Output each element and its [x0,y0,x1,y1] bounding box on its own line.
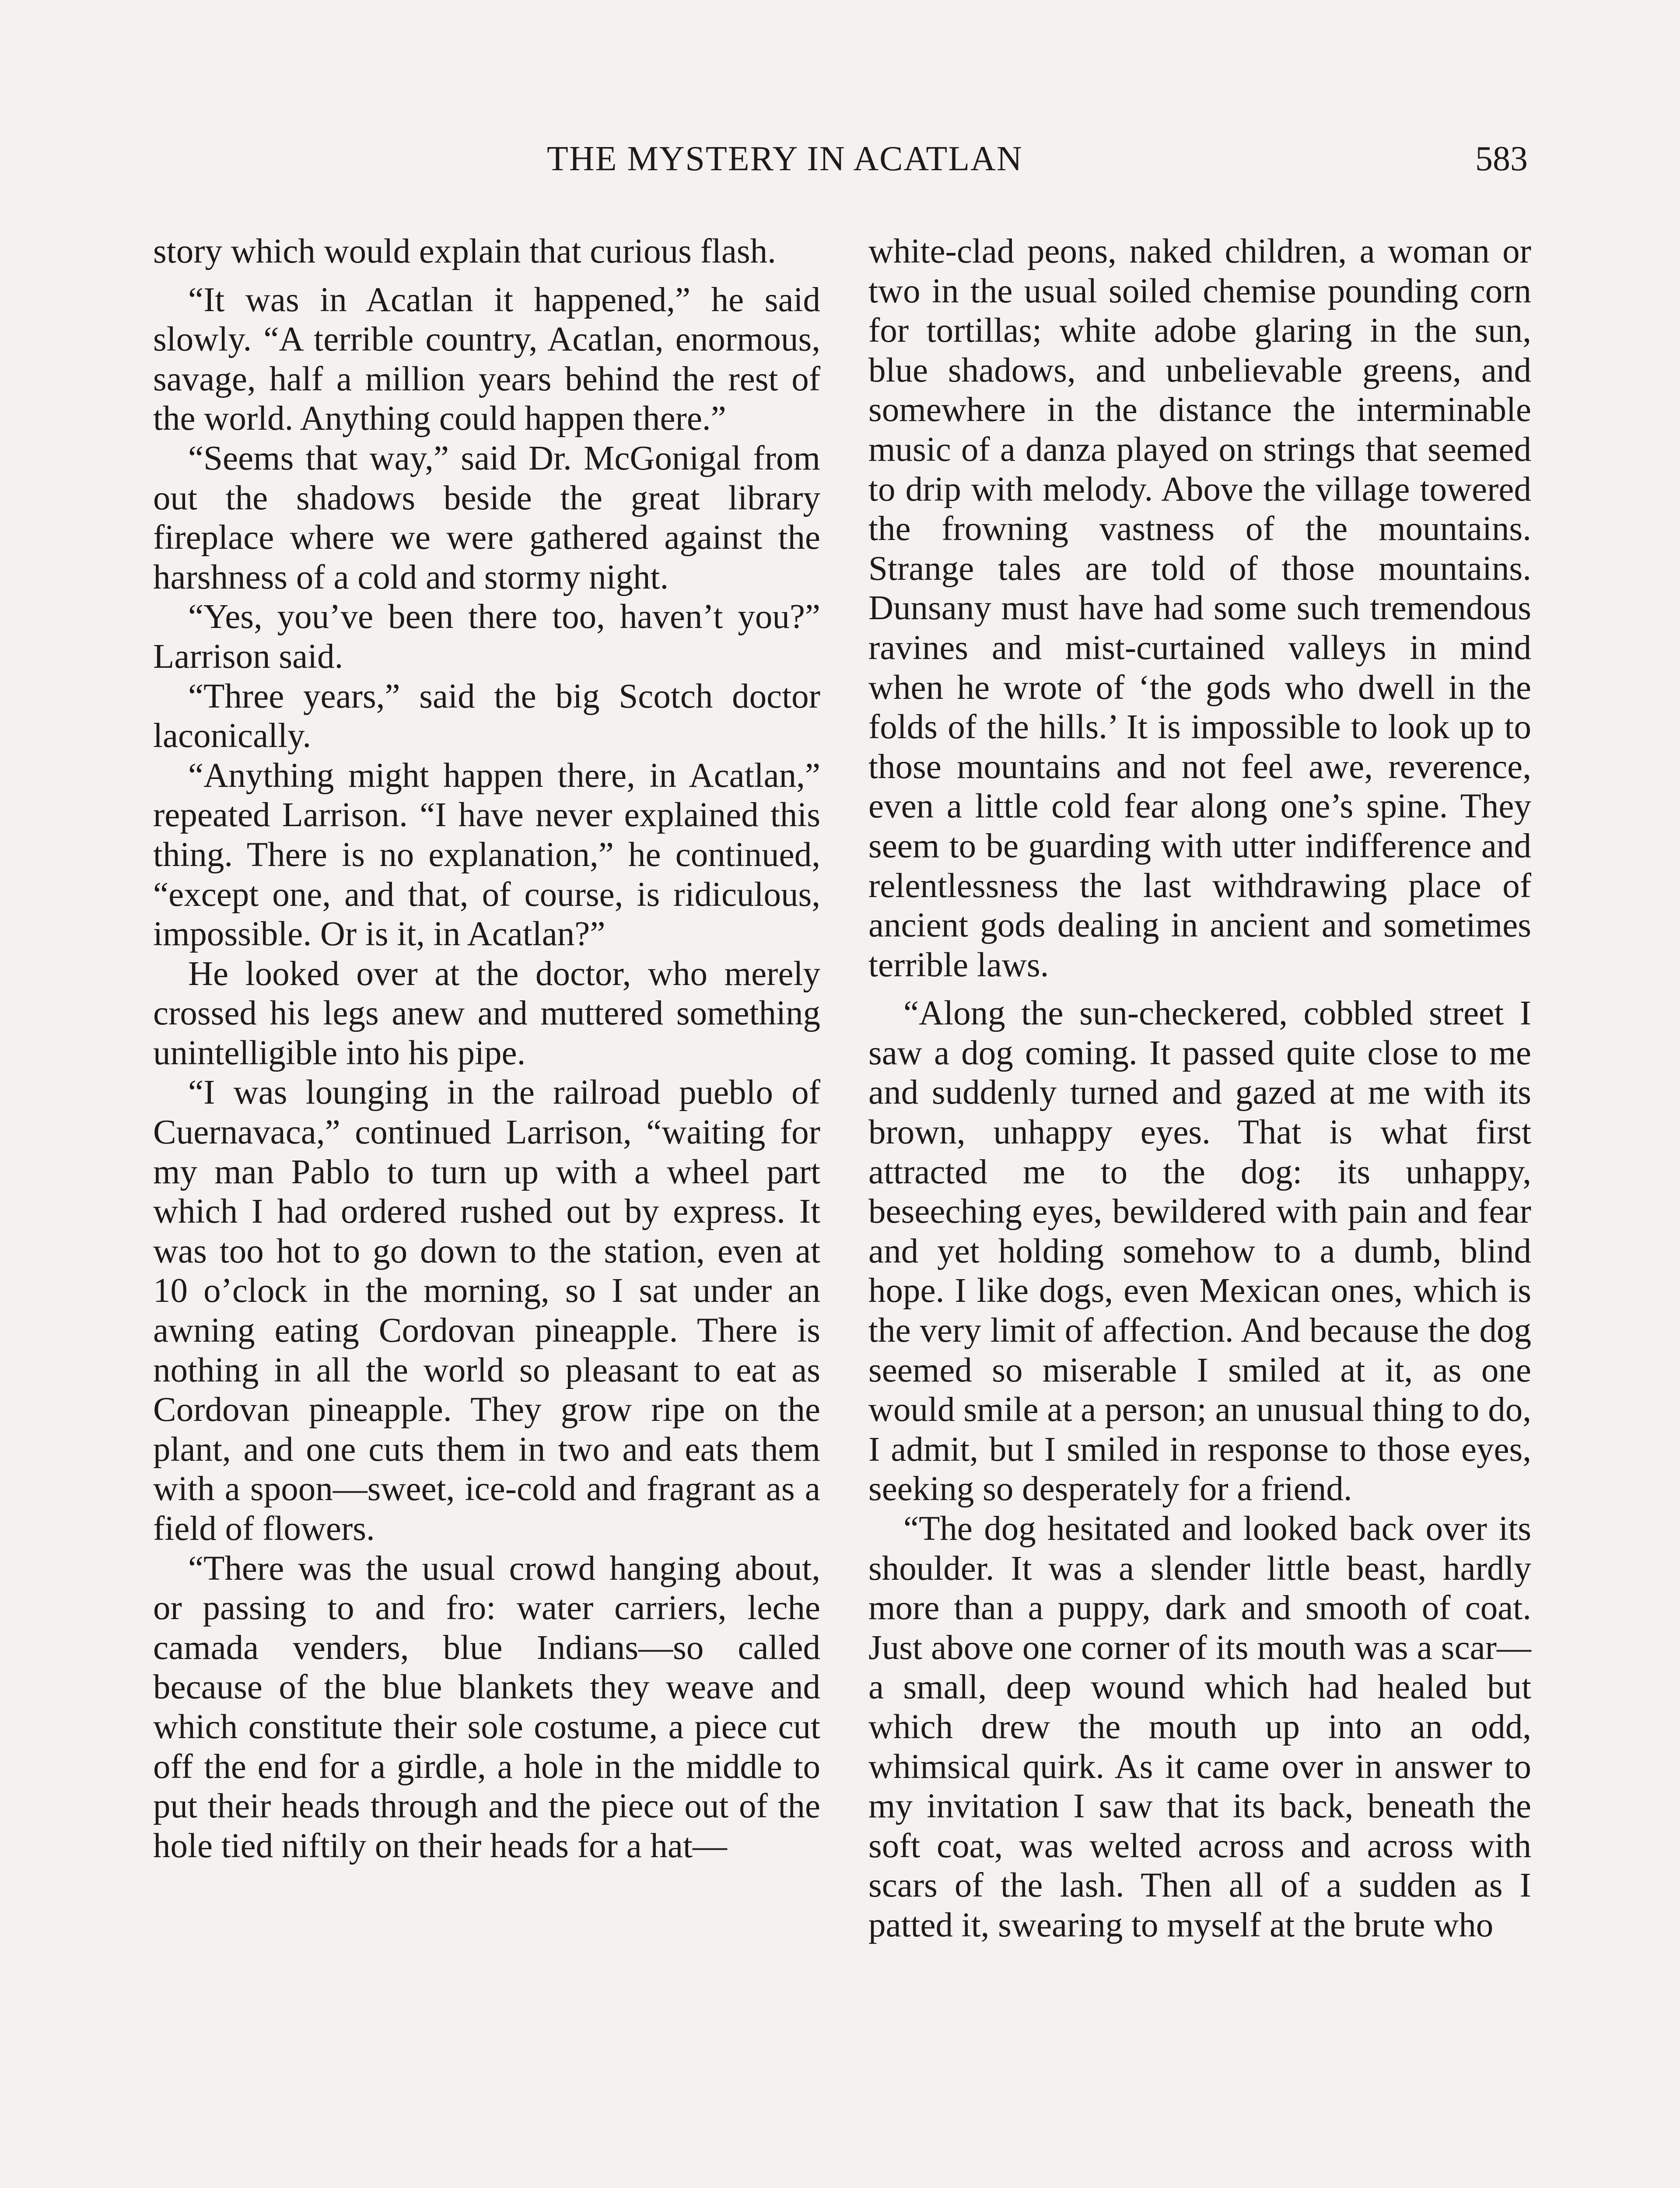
paragraph: He looked over at the doctor, who merely crossed his legs anew and muttered something unintelligible into his pipe. [153,954,820,1072]
paragraph: “Yes, you’ve been there too, haven’t you?” Larrison said. [153,598,820,676]
paragraph: white-clad peons, naked children, a woman or two in the usual soiled chemise pounding corn for tortillas; white adobe glaring in the sun, blue shadows, and unbelievable greens, and somewhere in the distance the interminable music of a danza played on strings that seemed to drip with melody. Above the village towered the frowning vastness of the mountains. Strange tales are told of those mountains. Dunsany must have had some such tremendous ravines and mist-curtained valleys in mind when he wrote of ‘the gods who dwell in the folds of the hills.’ It is impossible to look up to those mountains and not feel awe, reverence, even a little cold fear along one’s spine. They seem to be guarding with utter indifference and relentlessness the last withdrawing place of ancient gods dealing in ancient and sometimes terrible laws. [868,232,1531,984]
paragraph: “The dog hesitated and looked back over its shoulder. It was a slender little beast, hardly more than a puppy, dark and smooth of coat. Just above one corner of its mouth was a scar—a small, deep wound which had healed but which drew the mouth up into an odd, whimsical quirk. As it came over in answer to my invitation I saw that its back, beneath the soft coat, was welted across and across with scars of the lash. Then all of a sudden as I patted it, swearing to myself at the brute who [868,1510,1531,1944]
paragraph: “It was in Acatlan it happened,” he said slowly. “A terrible country, Acatlan, enormous, savage, half a million years behind the rest of the world. Anything could happen there.” [153,281,820,438]
paragraph: “Seems that way,” said Dr. McGonigal from out the shadows beside the great library fireplace where we were gathered against the harshness of a cold and stormy night. [153,439,820,596]
page-number: 583 [1475,140,1528,178]
paragraph: story which would explain that curious flash. [153,232,776,270]
paragraph: “There was the usual crowd hanging about, or passing to and fro: water carriers, leche camada venders, blue Indians—so called because of the blue blankets they weave and which constitute their sole costume, a piece cut off the end for a girdle, a hole in the middle to put their heads through and the piece out of the hole tied niftily on their heads for a hat— [153,1549,820,1865]
left-column [153,232,820,1866]
paragraph: “I was lounging in the railroad pueblo of Cuernavaca,” continued Larrison, “waiting for my man Pablo to turn up with a wheel part which I had ordered rushed out by express. It was too hot to go down to the station, even at 10 o’clock in the morning, so I sat under an awning eating Cordovan pineapple. There is nothing in all the world so pleasant to eat as Cordovan pineapple. They grow ripe on the plant, and one cuts them in two and eats them with a spoon—sweet, ice-cold and fragrant as a field of flowers. [153,1073,820,1548]
paragraph: “Anything might happen there, in Acatlan,” repeated Larrison. “I have never explained this thing. There is no explanation,” he continued, “except one, and that, of course, is ridiculous, impossible. Or is it, in Acatlan?” [153,756,820,954]
paragraph: “Along the sun-checkered, cobbled street I saw a dog coming. It passed quite close to me and suddenly turned and gazed at me with its brown, unhappy eyes. That is what first attracted me to the dog: its unhappy, beseeching eyes, bewildered with pain and fear and yet holding somehow to a dumb, blind hope. I like dogs, even Mexican ones, which is the very limit of affection. And because the dog seemed so miserable I smiled at it, as one would smile at a person; an unusual thing to do, I admit, but I smiled in response to those eyes, seeking so desperately for a friend. [868,994,1531,1508]
right-column [868,232,1531,1946]
running-header: THE MYSTERY IN ACATLAN [547,140,1023,178]
paragraph: “Three years,” said the big Scotch doctor laconically. [153,677,820,755]
